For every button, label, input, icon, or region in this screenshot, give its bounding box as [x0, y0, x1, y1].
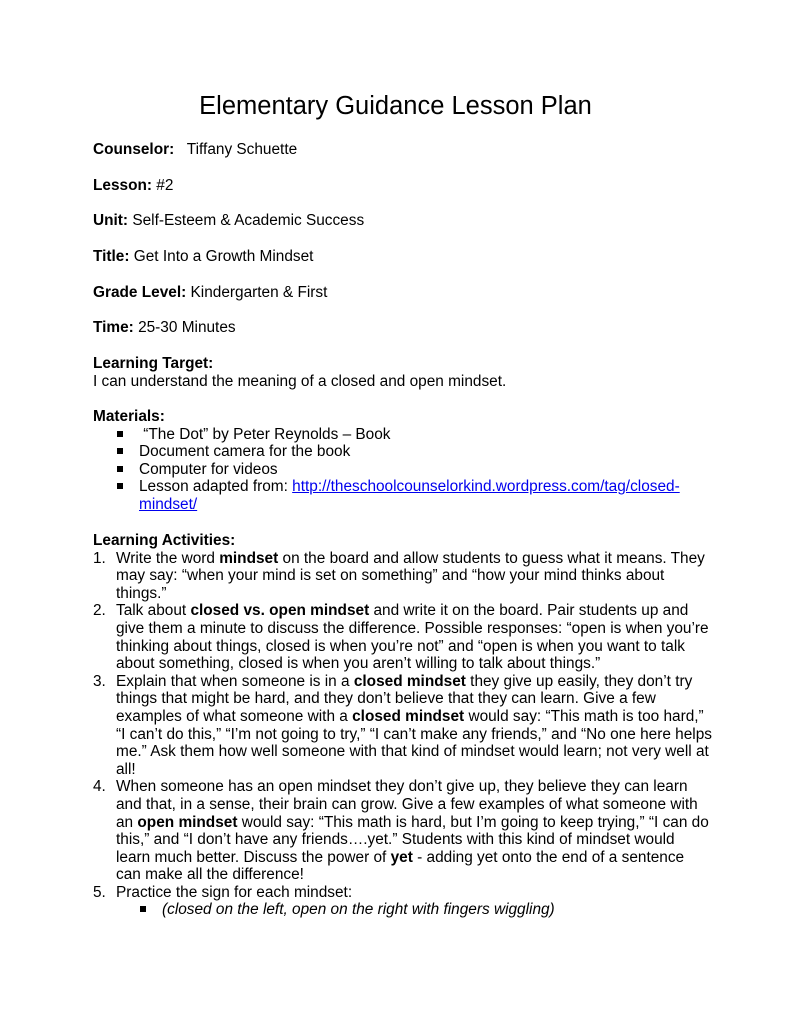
- list-item: [93, 426, 713, 444]
- step-text: would say: “This math is too hard,” “I can’t do this,” “I’m not going to try,” “I can’t make any friends,” and “No one here helps me.” Ask them how well someone with that kind of mindset would learn; not very well at all!: [116, 707, 712, 778]
- unit-label: Unit:: [93, 212, 129, 229]
- step-number: 5.: [93, 883, 106, 901]
- step-bold-text: mindset: [219, 549, 279, 567]
- bullet-icon: [117, 483, 123, 489]
- step-number: 1.: [93, 549, 106, 567]
- step-text: and write it on the board. Pair students up and give them a minute to discuss the difference. Possible responses: “open is when you’re thinking about things, closed is when you’re not” and “open is when you want to talk about something, closed is when you aren’t willing to talk about things.”: [116, 602, 709, 673]
- adapted-link[interactable]: http://theschoolcounselorkind.wordpress.com/tag/closed-mindset/: [139, 478, 680, 513]
- list-item: [93, 884, 713, 919]
- time-label: Time:: [93, 319, 134, 336]
- title-value: Get Into a Growth Mindset: [133, 248, 314, 265]
- list-item: [93, 602, 713, 672]
- time-field: [93, 319, 236, 337]
- title-field: [93, 248, 313, 266]
- document-title: Elementary Guidance Lesson Plan: [199, 92, 592, 120]
- sub-item-text: (closed on the left, open on the right with fingers wiggling): [162, 901, 555, 919]
- materials-list: [93, 426, 713, 514]
- step-text: When someone has an open mindset they don’t give up, they believe they can learn and that, in a sense, their brain can grow. Give a few examples of what someone with an: [116, 778, 698, 831]
- step-bold-text: closed mindset: [352, 707, 465, 725]
- material-item-text: Computer for videos: [139, 460, 278, 478]
- title-label: Title:: [93, 248, 130, 265]
- materials-heading: Materials:: [93, 408, 165, 425]
- step-text: would say: “This math is hard, but I’m going to keep trying,” “I can do this,” and “I don’t have any friends….yet.” Students with this kind of mindset would learn much better. Discuss the power of: [116, 813, 709, 866]
- lesson-label: Lesson:: [93, 177, 153, 194]
- adapted-label: Lesson adapted from:: [139, 478, 293, 496]
- lesson-field: [93, 177, 173, 195]
- list-item: [93, 673, 713, 779]
- step-text: - adding yet onto the end of a sentence can make all the difference!: [116, 848, 685, 884]
- step-bold-text: closed vs. open mindset: [190, 602, 370, 620]
- step-bold-text: closed mindset: [353, 672, 466, 690]
- time-value: 25-30 Minutes: [138, 319, 236, 336]
- bullet-icon: [117, 466, 123, 472]
- step-number: 2.: [93, 602, 106, 620]
- list-item: [93, 461, 713, 479]
- list-item: [93, 443, 713, 461]
- learning-activities-section: [93, 532, 713, 919]
- grade-level-label: Grade Level:: [93, 284, 187, 301]
- activities-list: [93, 550, 713, 919]
- step-text: they give up easily, they don’t try things that might be hard, and they don’t believe that they can learn. Give a few examples of what someone with a: [116, 672, 693, 725]
- step-text: Practice the sign for each mindset:: [116, 883, 353, 901]
- step-number: 3.: [93, 672, 106, 690]
- step-text: Explain that when someone is in a: [116, 672, 354, 690]
- learning-target-text: I can understand the meaning of a closed and open mindset.: [93, 372, 507, 390]
- unit-field: [93, 212, 364, 230]
- unit-value: Self-Esteem & Academic Success: [132, 212, 365, 229]
- step-text: Write the word: [116, 549, 220, 567]
- learning-target-heading: Learning Target:: [93, 355, 214, 372]
- counselor-value: Tiffany Schuette: [186, 141, 298, 158]
- step-text: Talk about: [116, 602, 191, 620]
- list-item: [93, 550, 713, 603]
- step-text: on the board and allow students to guess what it means. They may say: “when your mind is set on something” and “how your mind thinks about things.”: [116, 549, 705, 602]
- counselor-field: [93, 141, 297, 159]
- list-item: [93, 778, 713, 884]
- step-bold-text: yet: [390, 848, 413, 866]
- material-item-text: Document camera for the book: [139, 443, 351, 461]
- grade-level-value: Kindergarten & First: [190, 284, 328, 301]
- list-item: [93, 478, 713, 513]
- learning-activities-heading: Learning Activities:: [93, 532, 236, 549]
- counselor-label: Counselor:: [93, 141, 175, 158]
- step-bold-text: open mindset: [137, 813, 238, 831]
- bullet-icon: [117, 448, 123, 454]
- materials-section: [93, 408, 713, 514]
- grade-level-field: [93, 284, 327, 302]
- lesson-value: #2: [156, 177, 174, 194]
- bullet-icon: [117, 431, 123, 437]
- learning-target-section: [93, 355, 713, 390]
- material-item-text: “The Dot” by Peter Reynolds – Book: [143, 425, 391, 443]
- step-number: 4.: [93, 778, 106, 796]
- bullet-icon: [140, 906, 146, 912]
- sub-list-item: [116, 901, 713, 919]
